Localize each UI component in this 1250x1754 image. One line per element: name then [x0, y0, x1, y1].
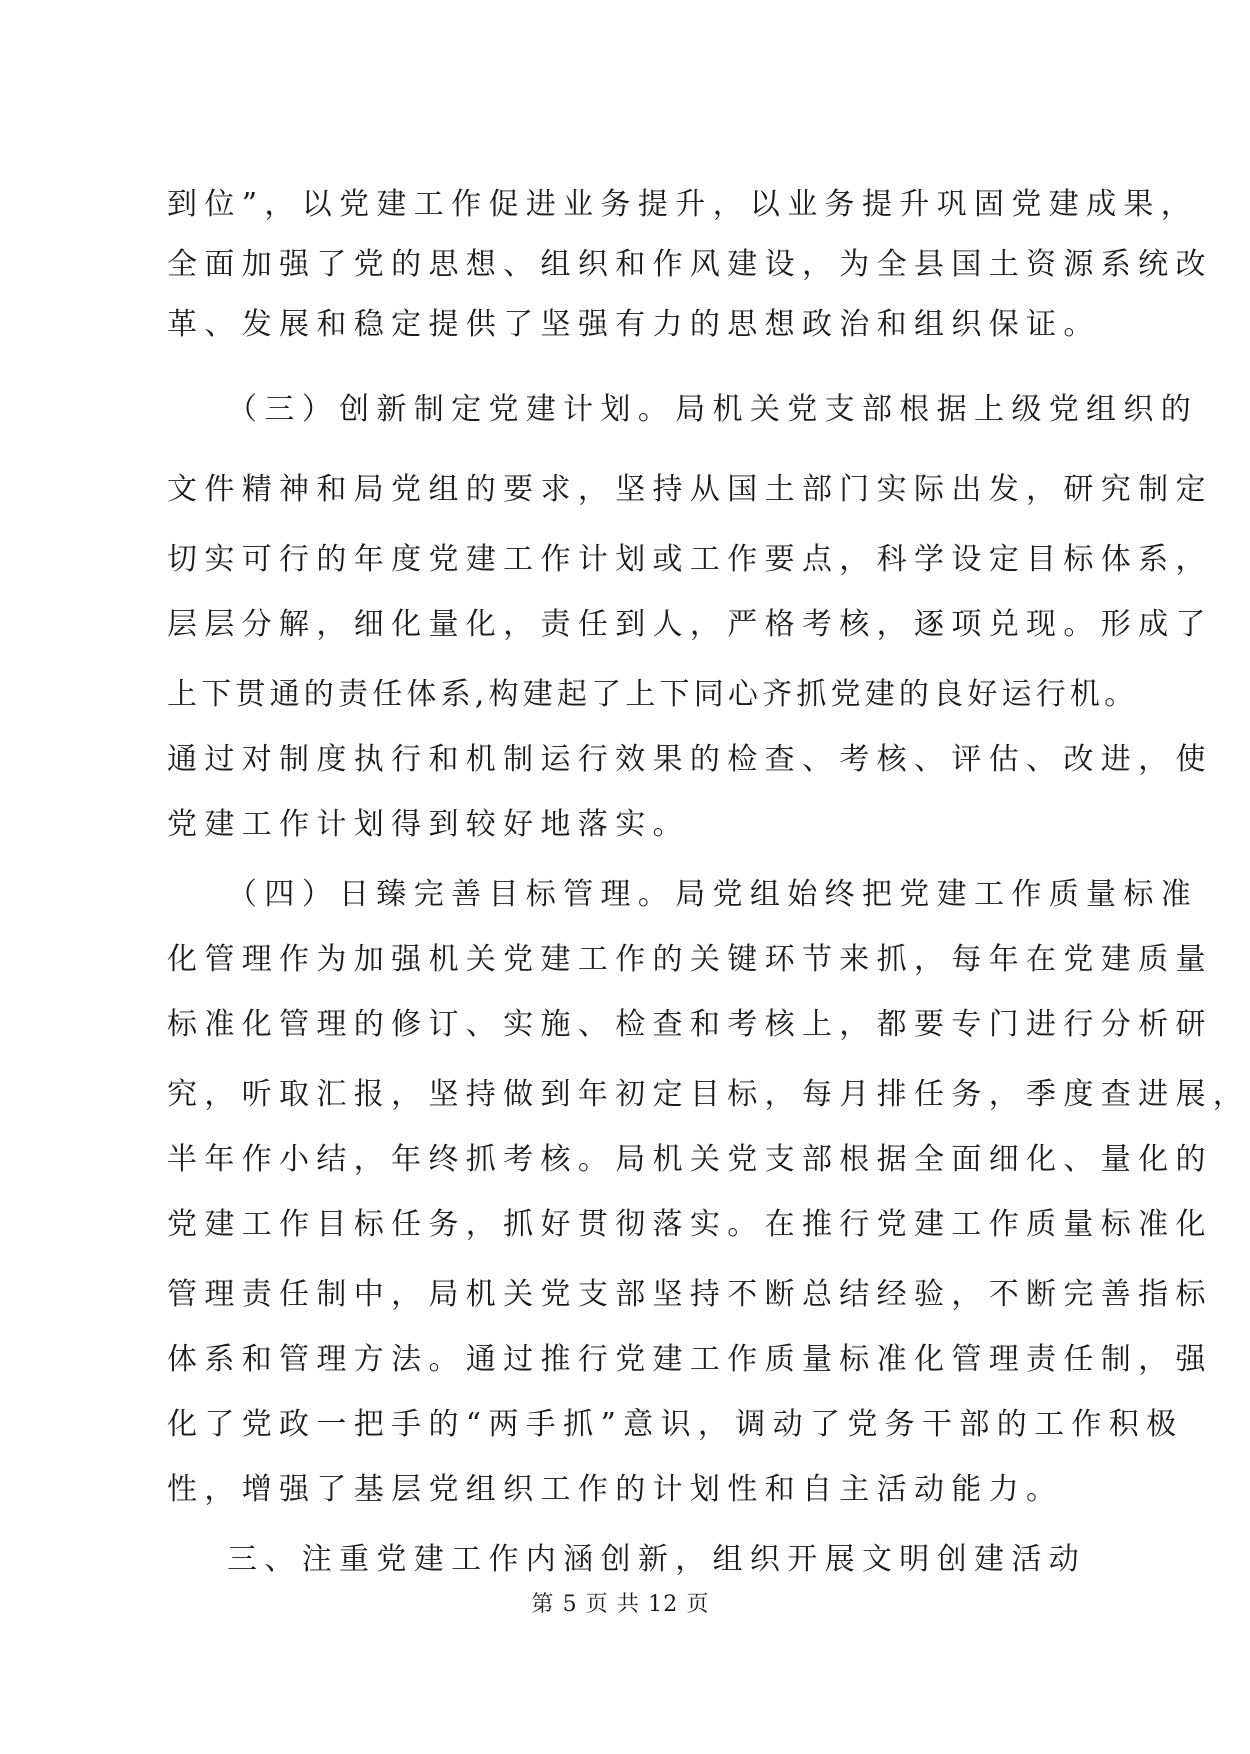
text-line: 通过对制度执行和机制运行效果的检查、考核、评估、改进，使 — [167, 742, 1213, 777]
text-line: 化管理作为加强机关党建工作的关键环节来抓，每年在党建质量 — [167, 942, 1213, 977]
text-line: 全面加强了党的思想、组织和作风建设，为全县国土资源系统改 — [167, 247, 1213, 282]
section-heading: 三、注重党建工作内涵创新，组织开展文明创建活动 — [227, 1542, 1087, 1577]
text-line: 到位”，以党建工作促进业务提升，以业务提升巩固党建成果， — [167, 187, 1199, 222]
text-line: 切实可行的年度党建工作计划或工作要点，科学设定目标体系， — [167, 542, 1213, 577]
text-line: 文件精神和局党组的要求，坚持从国土部门实际出发，研究制定 — [167, 472, 1213, 507]
page-number-footer: 第 5 页 共 12 页 — [531, 1592, 710, 1617]
text-line: 党建工作计划得到较好地落实。 — [167, 807, 690, 842]
text-line: 上下贯通的责任体系,构建起了上下同心齐抓党建的良好运行机。 — [167, 677, 1139, 712]
text-line: 性，增强了基层党组织工作的计划性和自主活动能力。 — [167, 1472, 1064, 1507]
text-line: 体系和管理方法。通过推行党建工作质量标准化管理责任制，强 — [167, 1342, 1213, 1377]
text-line: 革、发展和稳定提供了坚强有力的思想政治和组织保证。 — [167, 307, 1101, 342]
text-line: 管理责任制中，局机关党支部坚持不断总结经验，不断完善指标 — [167, 1277, 1213, 1312]
paragraph-heading-3: （三）创新制定党建计划。局机关党支部根据上级党组织的 — [227, 392, 1199, 427]
text-line: 化了党政一把手的“两手抓”意识，调动了党务干部的工作积极 — [167, 1407, 1184, 1442]
text-line: 党建工作目标任务，抓好贯彻落实。在推行党建工作质量标准化 — [167, 1207, 1213, 1242]
text-line: 半年作小结，年终抓考核。局机关党支部根据全面细化、量化的 — [167, 1142, 1213, 1177]
paragraph-heading-4: （四）日臻完善目标管理。局党组始终把党建工作质量标准 — [227, 877, 1199, 912]
text-line: 标准化管理的修订、实施、检查和考核上，都要专门进行分析研 — [167, 1007, 1213, 1042]
text-line: 究，听取汇报，坚持做到年初定目标，每月排任务，季度查进展， — [167, 1077, 1250, 1112]
text-line: 层层分解，细化量化，责任到人，严格考核，逐项兑现。形成了 — [167, 607, 1213, 642]
